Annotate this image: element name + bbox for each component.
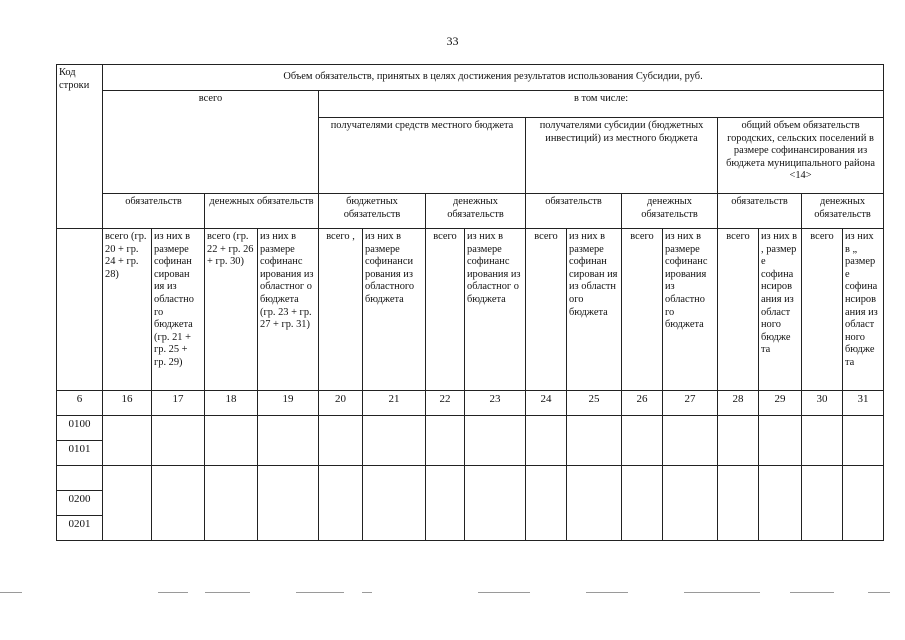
subheader-col-30: всего: [802, 229, 843, 391]
header-row-1: [57, 65, 884, 91]
subheader-col-21: из них в размере софинанси рования из областного бюджета: [363, 229, 426, 391]
data-cell[interactable]: [426, 416, 465, 466]
subheader-col-26: всего: [622, 229, 663, 391]
data-cell[interactable]: [205, 466, 258, 541]
obligations-header: обязательств: [103, 194, 205, 229]
page-number: 33: [446, 34, 459, 48]
subheader-col-27: из них в размере софинанс ирования из областно го бюджета: [663, 229, 718, 391]
column-number: 27: [663, 391, 718, 416]
subheader-col-28: всего: [718, 229, 759, 391]
data-cell[interactable]: [622, 466, 663, 541]
data-cell[interactable]: [843, 416, 884, 466]
group-header-local-budget: получателями средств местного бюджета: [319, 118, 526, 194]
data-cell[interactable]: [663, 416, 718, 466]
data-cell[interactable]: [363, 416, 426, 466]
code-subheader-empty: [57, 229, 103, 391]
total-header: всего: [103, 91, 319, 194]
data-cell[interactable]: [152, 466, 205, 541]
data-cell[interactable]: [759, 466, 802, 541]
subheader-col-25: из них в размере софинан сирован ия из областн ого бюджета: [567, 229, 622, 391]
column-number: 26: [622, 391, 663, 416]
group-header-subsidy-recipients: получателями субсидии (бюджетных инвестиций) из местного бюджета: [526, 118, 718, 194]
column-number: 21: [363, 391, 426, 416]
header-row-4: [57, 194, 884, 229]
column-number: 31: [843, 391, 884, 416]
row-code: 0200: [57, 491, 103, 516]
data-cell[interactable]: [319, 466, 363, 541]
monetary-obligations-header: денежных обязательств: [622, 194, 718, 229]
monetary-obligations-header: денежных обязательств: [802, 194, 884, 229]
column-number: 29: [759, 391, 802, 416]
subheader-col-24: всего: [526, 229, 567, 391]
subheader-col-23: из них в размере софинанс ирования из областног о бюджета: [465, 229, 526, 391]
subheader-col-31: из них в „ размер е софина нсиров ания из област ного бюдже та: [843, 229, 884, 391]
data-cell[interactable]: [622, 416, 663, 466]
data-cell[interactable]: [258, 466, 319, 541]
subheader-col-18: всего (гр. 22 + гр. 26 + гр. 30): [205, 229, 258, 391]
column-number: 30: [802, 391, 843, 416]
data-cell[interactable]: [718, 416, 759, 466]
data-cell[interactable]: [152, 416, 205, 466]
monetary-obligations-header: денежных обязательств: [205, 194, 319, 229]
column-number: 25: [567, 391, 622, 416]
obligations-table: [56, 64, 884, 541]
column-number: 17: [152, 391, 205, 416]
data-cell[interactable]: [526, 416, 567, 466]
obligations-header: обязательств: [526, 194, 622, 229]
data-cell[interactable]: [103, 416, 152, 466]
data-cell[interactable]: [319, 416, 363, 466]
column-number: 23: [465, 391, 526, 416]
row-code: 0101: [57, 441, 103, 466]
budget-obligations-header: бюджетных обязательств: [319, 194, 426, 229]
monetary-obligations-header: денежных обязательств: [426, 194, 526, 229]
data-cell[interactable]: [426, 466, 465, 541]
data-cell[interactable]: [363, 466, 426, 541]
group-header-settlements: общий объем обязательств городских, сельских поселений в размере софинансирования из бюджета муниципального района <14>: [718, 118, 884, 194]
column-number: 18: [205, 391, 258, 416]
data-cell[interactable]: [567, 466, 622, 541]
data-cell[interactable]: [759, 416, 802, 466]
data-cell[interactable]: [258, 416, 319, 466]
subheader-col-16: всего (гр. 20 + гр. 24 + гр. 28): [103, 229, 152, 391]
data-cell[interactable]: [103, 466, 152, 541]
data-cell[interactable]: [567, 416, 622, 466]
subheader-col-22: всего: [426, 229, 465, 391]
table-row: [57, 416, 884, 441]
column-number: 20: [319, 391, 363, 416]
data-cell[interactable]: [718, 466, 759, 541]
code-header: Код строки: [57, 65, 103, 229]
column-number: 19: [258, 391, 319, 416]
subheader-col-19: из них в размере софинанс ирования из областног о бюджета (гр. 23 + гр. 27 + гр. 31): [258, 229, 319, 391]
column-number: 24: [526, 391, 567, 416]
data-cell[interactable]: [843, 466, 884, 541]
header-row-2: [57, 91, 884, 118]
data-cell[interactable]: [802, 466, 843, 541]
main-title-header: Объем обязательств, принятых в целях достижения результатов использования Субсидии, руб.: [103, 65, 884, 91]
obligations-header: обязательств: [718, 194, 802, 229]
column-number-row: [57, 391, 884, 416]
row-code: [57, 466, 103, 491]
column-number: 6: [57, 391, 103, 416]
row-code: 0201: [57, 516, 103, 541]
subheader-col-17: из них в размере софинан сирован ия из областно го бюджета (гр. 21 + гр. 25 + гр. 29): [152, 229, 205, 391]
column-number: 28: [718, 391, 759, 416]
including-header: в том числе:: [319, 91, 884, 118]
data-cell[interactable]: [663, 466, 718, 541]
column-number: 16: [103, 391, 152, 416]
row-code: 0100: [57, 416, 103, 441]
data-cell[interactable]: [465, 466, 526, 541]
data-cell[interactable]: [465, 416, 526, 466]
subheader-col-29: из них в , размер е софина нсиров ания из област ного бюдже та: [759, 229, 802, 391]
table-row: [57, 466, 884, 491]
data-cell[interactable]: [802, 416, 843, 466]
header-row-5: [57, 229, 884, 391]
scan-artifact-lines: [0, 592, 905, 596]
data-cell[interactable]: [205, 416, 258, 466]
column-number: 22: [426, 391, 465, 416]
data-cell[interactable]: [526, 466, 567, 541]
subheader-col-20: всего ,: [319, 229, 363, 391]
